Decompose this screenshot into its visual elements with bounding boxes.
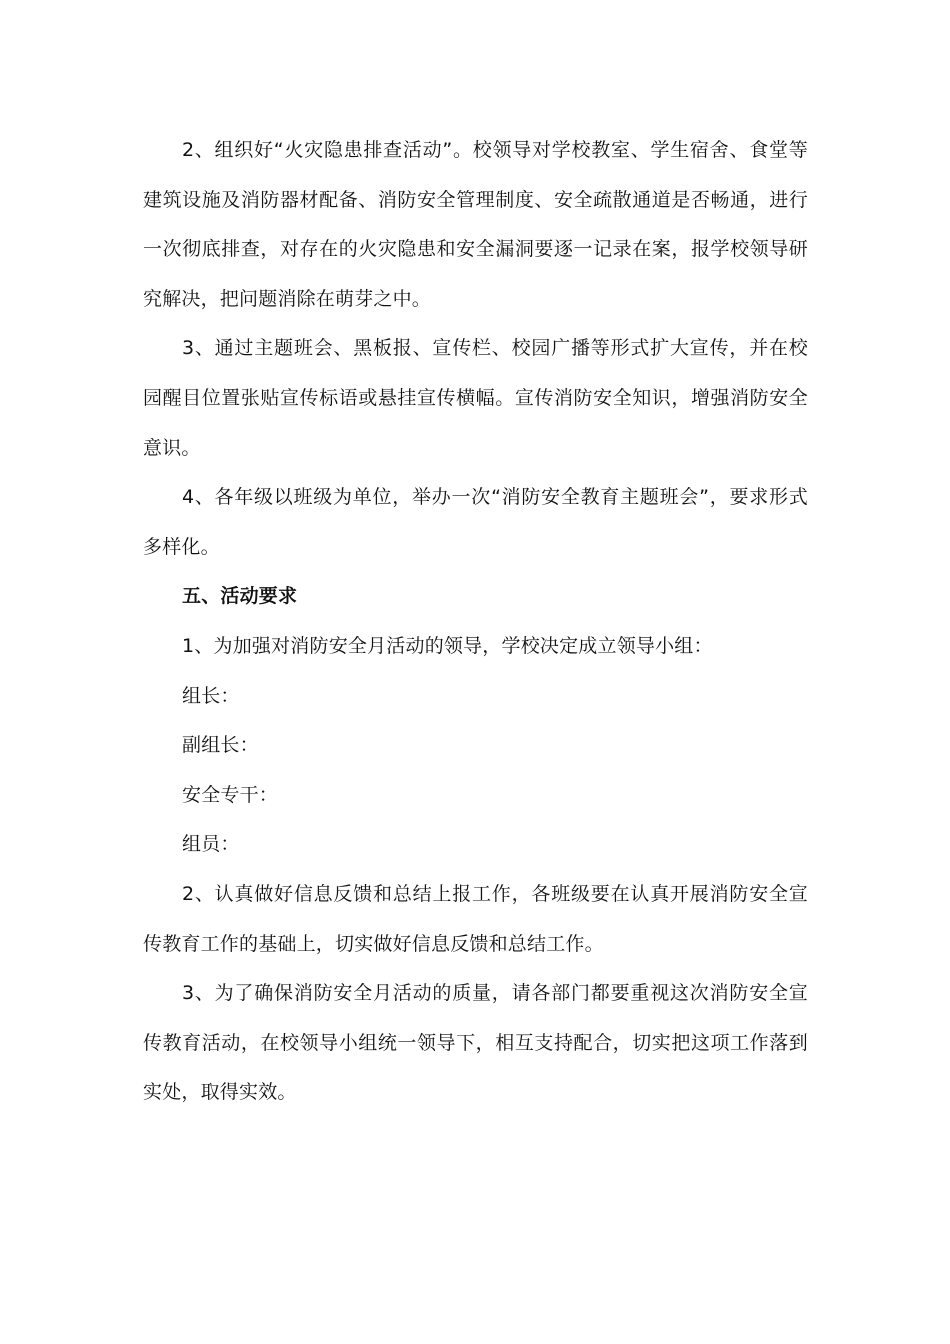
requirement-quality: 3、为了确保消防安全月活动的质量，请各部门都要重视这次消防安全宣传教育活动，在校领导小组统一领导下，相互支持配合，切实把这项工作落到实处，取得实效。 [143, 982, 808, 1104]
requirement-leadership-group: 1、为加强对消防安全月活动的领导，学校决定成立领导小组： [182, 634, 713, 657]
members-label: 组员： [182, 833, 240, 856]
section-heading: 五、活动要求 [182, 585, 298, 608]
requirement-feedback: 2、认真做好信息反馈和总结上报工作，各班级要在认真开展消防安全宣传教育工作的基础上，切实做好信息反馈和总结工作。 [143, 882, 808, 955]
paragraph-fire-hazard-inspection: 2、组织好“火灾隐患排查活动”。校领导对学校教室、学生宿舍、食堂等建筑设施及消防器材配备、消防安全管理制度、安全疏散通道是否畅通，进行一次彻底排查，对存在的火灾隐患和安全漏洞要逐一记录在案，报学校领导研究解决，把问题消除在萌芽之中。 [143, 139, 808, 310]
safety-officer-label: 安全专干： [182, 783, 279, 806]
paragraph-publicity: 3、通过主题班会、黑板报、宣传栏、校园广播等形式扩大宣传，并在校园醒目位置张贴宣传标语或悬挂宣传横幅。宣传消防安全知识，增强消防安全意识。 [143, 337, 808, 459]
deputy-leader-label: 副组长： [182, 734, 259, 757]
document-body [143, 126, 808, 1118]
group-leader-label: 组长： [182, 684, 240, 707]
paragraph-class-meeting: 4、各年级以班级为单位，举办一次“消防安全教育主题班会”，要求形式多样化。 [143, 486, 808, 558]
